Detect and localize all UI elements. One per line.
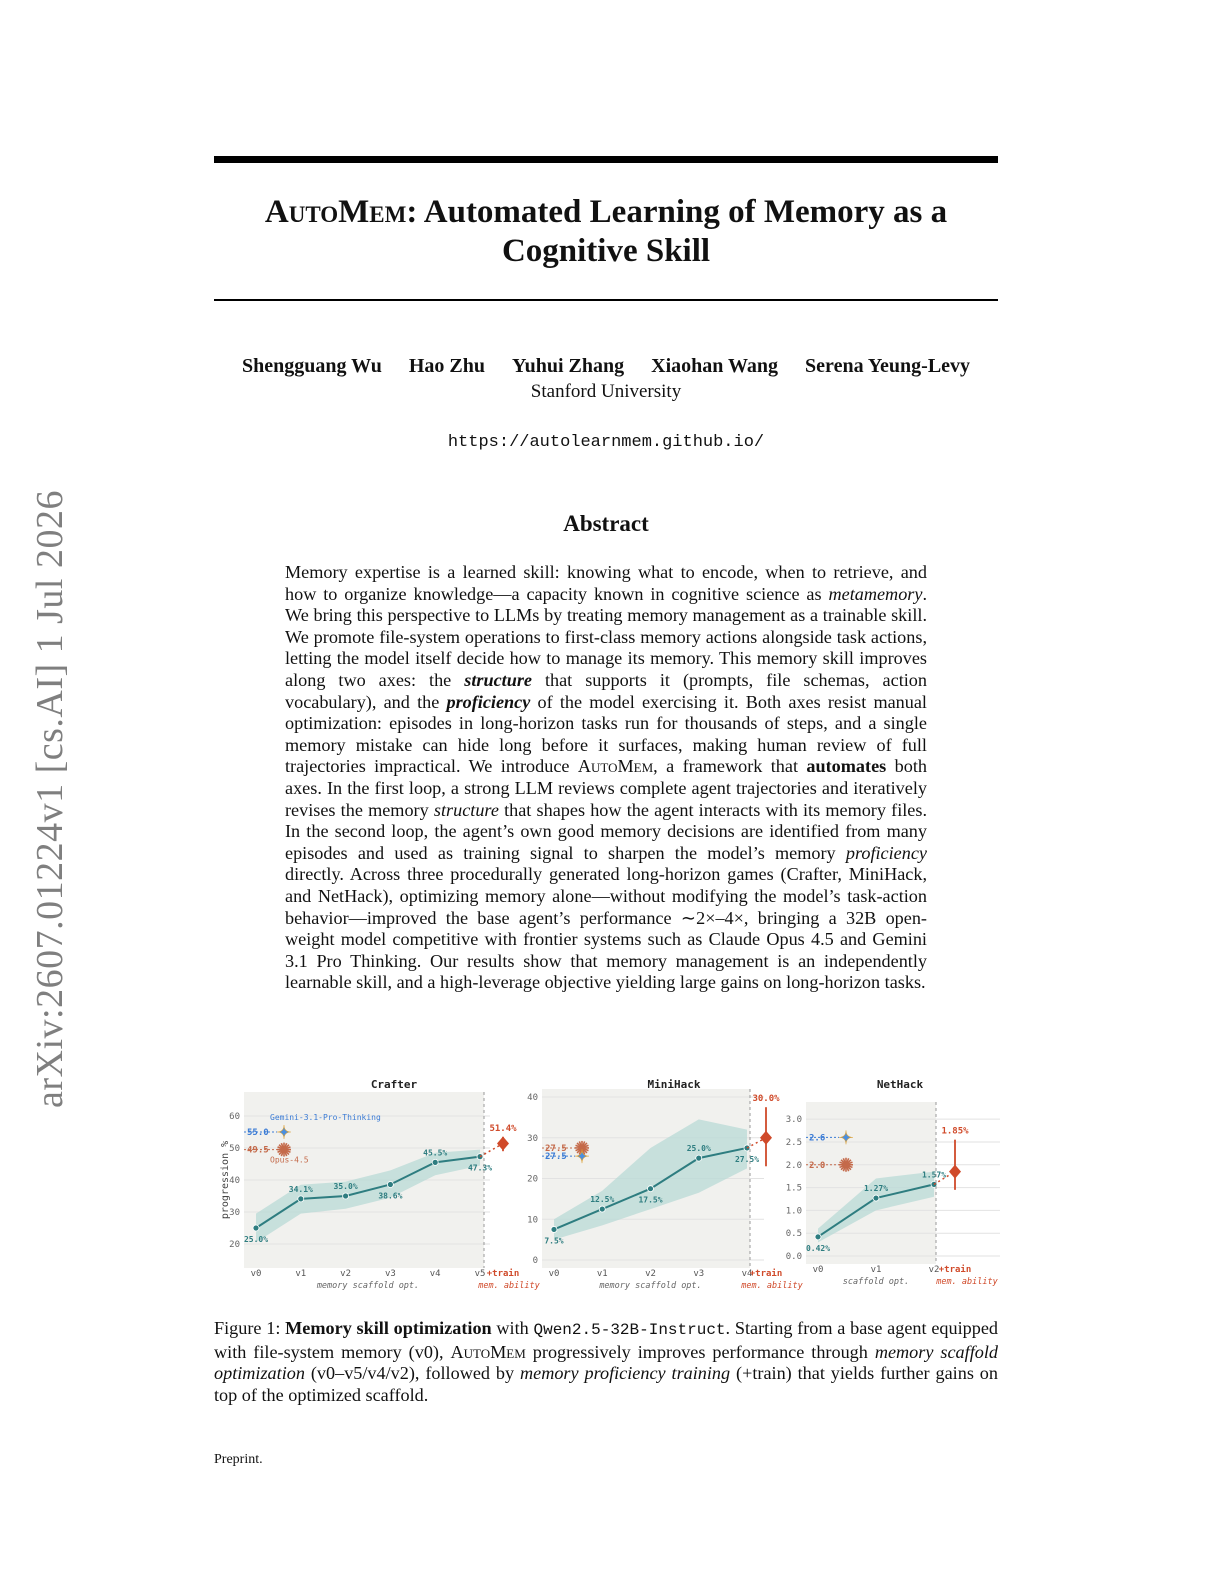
data-label: 7.5% [544,1236,564,1246]
data-point [873,1195,879,1201]
x-tick-label: v4 [741,1269,753,1279]
author: Yuhui Zhang [512,355,625,377]
title-rule-top [214,156,998,163]
data-label: 0.42% [805,1243,831,1253]
y-tick-label: 30 [229,1208,240,1218]
data-label: 27.5% [734,1154,760,1164]
y-tick-label: 40 [229,1176,240,1186]
y-tick-label: 0.5 [785,1229,802,1240]
y-tick-label: 50 [229,1144,240,1154]
x-tick-label: v1 [870,1265,882,1275]
x-axis-label-ability: mem. ability [741,1281,803,1291]
claude-burst-icon [839,1158,853,1172]
reference-value: 2.0 [809,1160,826,1171]
y-tick-label: 20 [229,1240,240,1250]
claude-burst-icon [277,1143,291,1157]
data-label: 38.6% [378,1191,403,1201]
data-point [387,1181,393,1187]
data-point [477,1154,483,1160]
x-tick-label: v1 [295,1269,307,1279]
y-tick-label: 20 [527,1174,538,1185]
reference-value: 49.5 [247,1145,269,1156]
x-tick-label: v4 [429,1269,441,1279]
x-tick-label: v0 [812,1265,824,1275]
data-point [696,1155,702,1161]
affiliation: Stanford University [530,381,682,402]
data-label: 35.0% [333,1182,358,1191]
data-label: 12.5% [590,1195,615,1205]
title-framework-name: AutoMem [264,194,407,230]
reference-name: Opus-4.5 [270,1155,309,1165]
data-point [253,1225,259,1231]
data-point [343,1193,349,1199]
data-point [432,1159,438,1165]
reference-value: 27.5 [545,1152,567,1163]
y-tick-label: 40 [527,1093,538,1103]
chart-minihack [527,1078,803,1291]
train-point [497,1137,509,1151]
y-axis-label: progression % [220,1140,231,1220]
data-label: 25.0% [686,1144,711,1154]
x-axis-label-ability: mem. ability [936,1277,998,1287]
chart-title: Crafter [370,1078,418,1091]
reference-value: 55.0 [247,1128,269,1138]
author: Hao Zhu [408,355,486,377]
x-tick-label-train: +train [938,1265,972,1275]
chart-title: MiniHack [647,1078,701,1091]
abstract-body: Memory expertise is a learned skill: knowing what to encode, when to retrieve, and how to organize knowledge—a capacity known in cognitive science as metamemory. We bring this perspective to LLMs by treating memory management as a trainable skill. We promote file-system operations to first-class memory actions alongside task actions, letting the model itself decide how to manage its memory. This memory skill improves along two axes: the structure that supports it (prompts, file schemas, action vocabulary), and the proficiency of the model exercising it. Both axes resist manual optimization: episodes in long-horizon tasks run for thousands of steps, and a single memory mistake can hide long before it surfaces, making human review of full trajectories impractical. We introduce AutoMem, a framework that automates both axes. In the first loop, a strong LLM reviews complete agent trajectories and iteratively revises the memory structure that shapes how the agent interacts with its memory files. In the second loop, the agent’s own good memory decisions are identified from many episodes and used as training signal to sharpen the model’s memory proficiency directly. Across three procedurally generated long-horizon games (Crafter, MiniHack, and NetHack), optimizing memory alone—without modifying the model’s task-action behavior—improved the base agent’s performance ∼2×–4×, bringing a 32B open-weight model competitive with frontier systems such as Claude Opus 4.5 and Gemini 3.1 Pro Thinking. Our results show that memory management is an independently learnable skill, and a high-leverage objective yielding large gains on long-horizon tasks. [285,562,927,993]
title-line2: Cognitive Skill [501,233,711,269]
train-point [949,1165,961,1179]
y-tick-label: 2.5 [785,1137,802,1148]
x-tick-label: v2 [928,1265,940,1275]
data-point [648,1186,654,1192]
x-tick-label: v1 [596,1269,608,1279]
train-value-label: 1.85% [941,1126,969,1137]
figure-caption: Figure 1: Memory skill optimization with Qwen2.5-32B-Instruct. Starting from a base agent equipped with file-system memory (v0), AutoMem progressively improves performance through memory scaffold optimization (v0–v5/v4/v2), followed by memory proficiency training (+train) that yields further gains on top of the optimized scaffold. [214,1318,998,1405]
chart-title: NetHack [876,1078,924,1091]
y-tick-label: 30 [527,1133,538,1144]
y-tick-label: 0 [532,1256,538,1266]
chart-crafter [220,1078,541,1291]
data-label: 17.5% [638,1195,663,1205]
y-tick-label: 0.0 [785,1252,802,1262]
train-value-label: 51.4% [489,1123,517,1134]
train-value-label: 30.0% [752,1094,780,1105]
train-point [760,1131,772,1145]
data-label: 1.57% [921,1170,947,1180]
abstract-heading: Abstract [563,511,649,536]
author: Xiaohan Wang [651,355,779,377]
reference-value: 27.5 [545,1143,567,1154]
x-tick-label: v0 [548,1269,560,1279]
y-tick-label: 60 [229,1112,240,1122]
data-label: 1.27% [863,1184,889,1194]
data-label: 47.3% [467,1163,493,1173]
y-tick-label: 2.0 [785,1160,802,1171]
x-tick-label: v3 [384,1269,396,1279]
x-tick-label: v0 [250,1269,262,1279]
y-tick-label: 3.0 [785,1115,802,1126]
arxiv-identifier: arXiv:2607.01224v1 [cs.AI] 1 Jul 2026 [29,490,71,1108]
y-tick-label: 1.0 [785,1206,802,1217]
reference-name: Gemini-3.1-Pro-Thinking [270,1113,381,1122]
author: Serena Yeung-Levy [805,355,971,377]
y-tick-label: 1.5 [785,1183,802,1194]
x-tick-label: v2 [645,1269,656,1279]
title-line1: : Automated Learning of Memory as a [406,194,948,230]
figure-1-charts [214,1070,1000,1300]
x-axis-label-scaffold: scaffold opt. [842,1277,910,1287]
x-tick-label: v2 [340,1269,352,1279]
paper-title [214,193,998,271]
x-axis-label-scaffold: memory scaffold opt. [599,1281,702,1291]
x-axis-label-ability: mem. ability [478,1281,540,1291]
x-tick-label: v5 [474,1269,486,1279]
data-point [298,1196,304,1202]
footer-note: Preprint. [214,1452,263,1467]
chart-nethack [786,1078,1000,1287]
data-label: 34.1% [288,1184,313,1194]
data-label: 25.0% [243,1235,269,1244]
x-tick-label: v3 [693,1269,705,1279]
x-axis-label-scaffold: memory scaffold opt. [316,1281,420,1291]
y-tick-label: 10 [527,1215,538,1226]
figure-1 [214,1070,1000,1300]
x-tick-label-train: +train [749,1269,783,1279]
project-url[interactable]: https://autolearnmem.github.io/ [447,433,765,452]
reference-value: 2.6 [809,1133,826,1144]
data-point [815,1234,821,1240]
x-tick-label-train: +train [486,1269,520,1279]
data-label: 45.5% [423,1148,448,1158]
data-point [599,1206,605,1212]
author: Shengguang Wu [241,355,382,377]
data-point [551,1226,557,1232]
title-rule-bottom [214,299,998,301]
author-list [214,355,998,378]
